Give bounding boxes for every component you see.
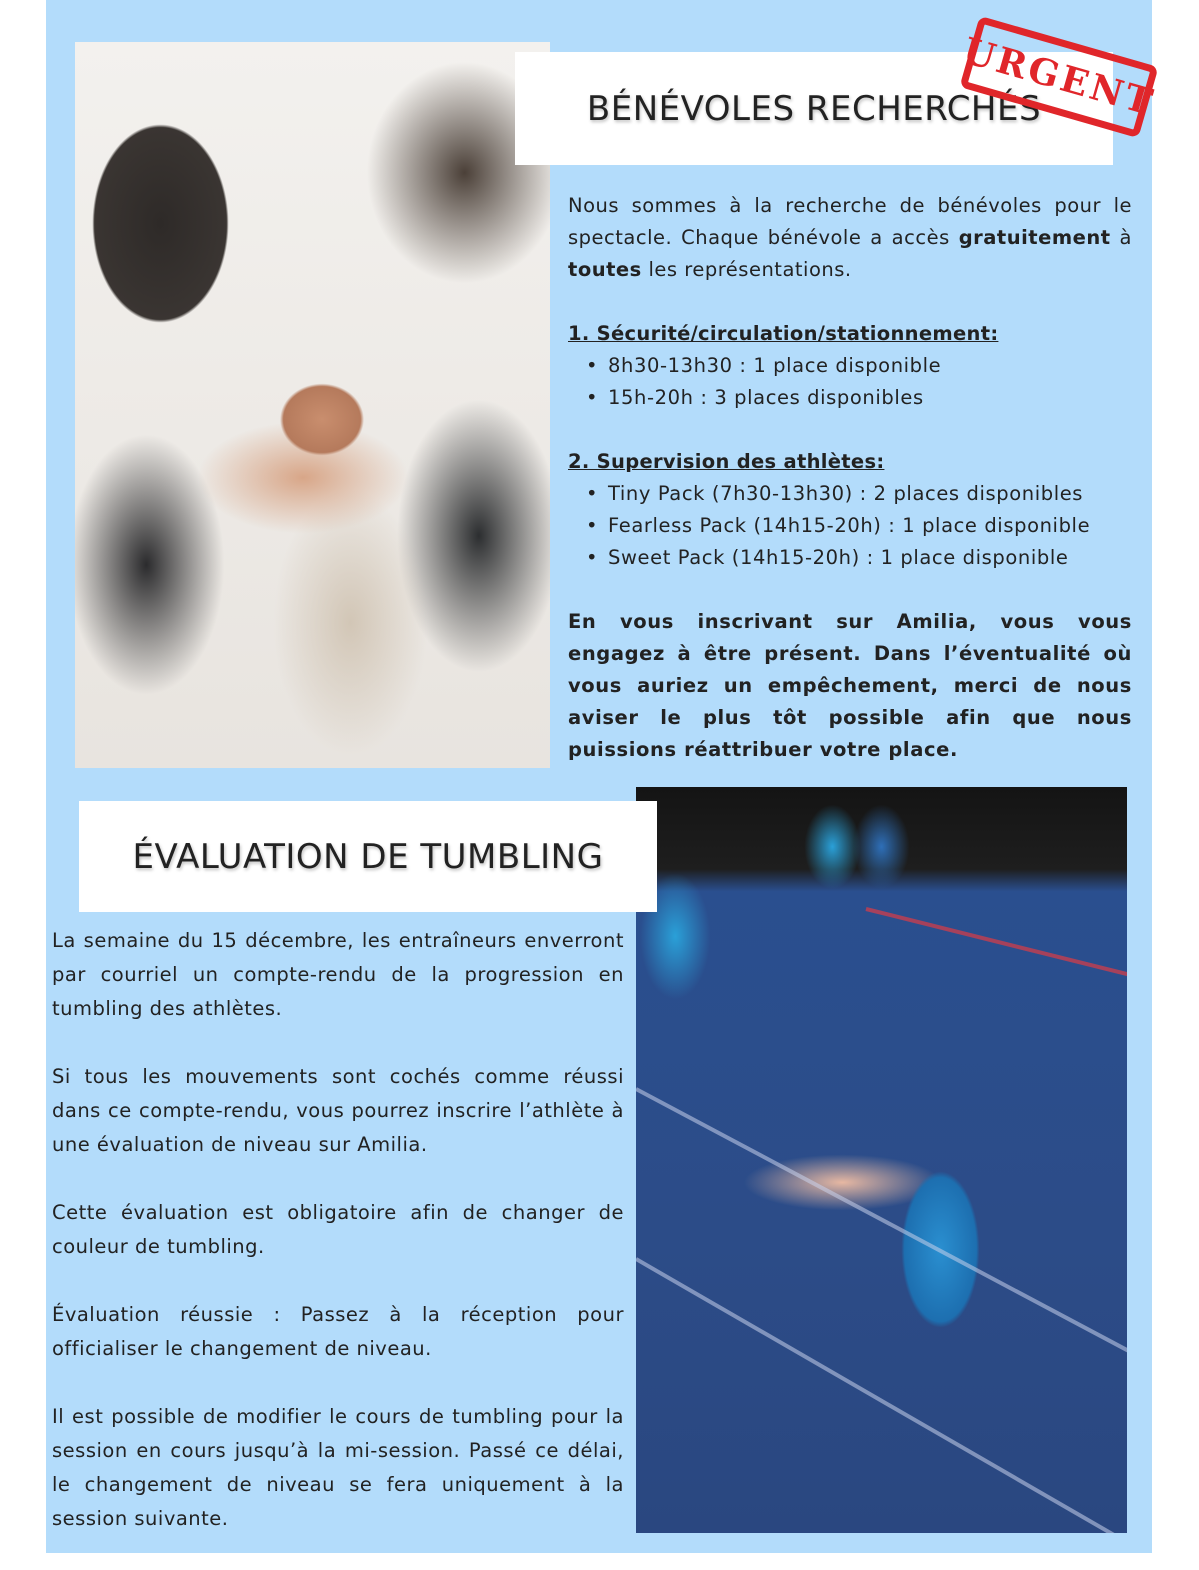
tumbling-header <box>79 801 657 912</box>
section-heading-security: 1. Sécurité/circulation/stationnement: <box>568 322 999 345</box>
list-item: • 15h-20h : 3 places disponibles <box>586 382 1132 414</box>
tumbling-photo <box>636 787 1127 1533</box>
tumbling-paragraph: Évaluation réussie : Passez à la réception pour officialiser le changement de niveau. <box>52 1303 624 1360</box>
supervision-slots <box>568 478 1132 574</box>
tumbling-paragraph: Si tous les mouvements sont cochés comme réussi dans ce compte-rendu, vous pourrez inscrire l’athlète à une évaluation de niveau sur Amilia. <box>52 1065 624 1156</box>
tumbling-body <box>52 924 624 1570</box>
volunteers-notice: En vous inscrivant sur Amilia, vous vous engagez à être présent. Dans l’éventualité où vous auriez un empêchement, merci de nous aviser le plus tôt possible afin que nous puissions réattribuer votre place. <box>568 610 1132 761</box>
urgent-stamp-text: URGENT <box>958 29 1160 125</box>
floor-line <box>636 1257 1122 1533</box>
intro-bold: toutes <box>568 258 642 281</box>
volunteers-body <box>568 190 1132 766</box>
section-heading-supervision: 2. Supervision des athlètes: <box>568 450 885 473</box>
intro-text: Nous sommes à la recherche de bénévoles pour le spectacle. Chaque bénévole a accès <box>568 194 1132 249</box>
list-item: • Fearless Pack (14h15-20h) : 1 place disponible <box>586 510 1132 542</box>
tumbling-paragraph: Cette évaluation est obligatoire afin de changer de couleur de tumbling. <box>52 1201 624 1258</box>
list-item: • Sweet Pack (14h15-20h) : 1 place disponible <box>586 542 1132 574</box>
floor-line <box>866 907 1127 983</box>
tumbling-title: ÉVALUATION DE TUMBLING <box>132 836 604 877</box>
volunteers-intro <box>568 190 1132 286</box>
volunteers-title: BÉNÉVOLES RECHERCHÉS <box>586 88 1042 129</box>
tumbling-paragraph: Il est possible de modifier le cours de tumbling pour la session en cours jusqu’à la mi-session. Passé ce délai, le changement de niveau se fera uniquement à la session suivante. <box>52 1405 624 1530</box>
tumbling-paragraph: La semaine du 15 décembre, les entraîneurs enverront par courriel un compte-rendu de la progression en tumbling des athlètes. <box>52 929 624 1020</box>
list-item: • Tiny Pack (7h30-13h30) : 2 places disponibles <box>586 478 1132 510</box>
security-slots <box>568 350 1132 414</box>
floor-line <box>636 1087 1127 1353</box>
intro-bold: gratuitement <box>958 226 1111 249</box>
volunteers-hands-photo <box>75 42 550 768</box>
list-item: • 8h30-13h30 : 1 place disponible <box>586 350 1132 382</box>
intro-text: les représentations. <box>641 258 852 281</box>
intro-text: à <box>1110 226 1133 249</box>
